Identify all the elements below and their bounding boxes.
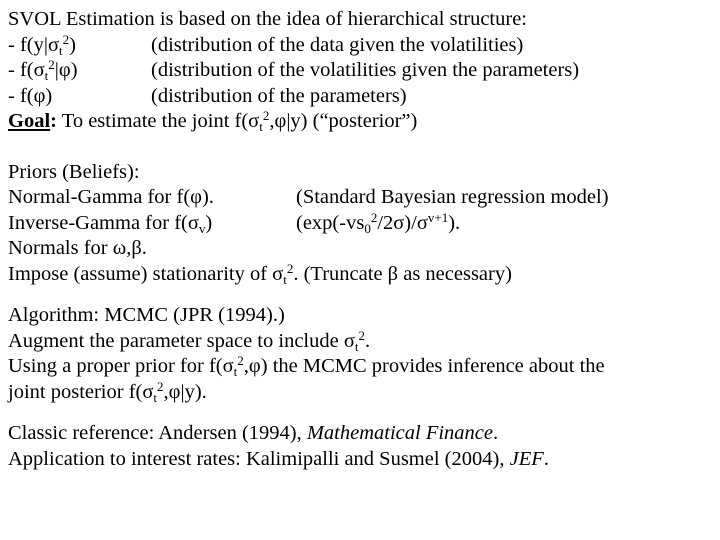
inverse-gamma-note: $(\exp(-vs_0^2/2\sigma)/\sigma^{v+1})$. [296,209,461,236]
hierarchy-term: - f(φ) [8,84,53,107]
inverse-gamma-line: Inverse-Gamma for $f(\sigma_v)$ $(\exp(-vs_0^2/2\sigma)/\sigma^{v+1})$. [8,209,461,236]
classic-reference-line: Classic reference: Andersen (1994), Mathematical Finance. [8,422,499,444]
hierarchy-desc: (distribution of the volatilities given the parameters) [151,59,580,81]
normal-gamma-note: (Standard Bayesian regression model) [296,186,609,208]
slide-content [8,7,716,472]
hierarchy-desc: (distribution of the parameters) [151,84,407,107]
normal-gamma-line: Normal-Gamma for f(φ). (Standard Bayesian regression model) [8,185,716,211]
impose-line: Impose (assume) stationarity of $\sigma_t^2$. (Truncate β as necessary) [8,260,512,287]
priors-title: Priors (Beliefs): [8,160,140,183]
journal-title: JEF [509,447,544,470]
hierarchy-term: - $f(y|\sigma_t^2)$ [8,31,76,58]
heading-text: SVOL Estimation is based on the idea of hierarchical structure: [8,8,527,30]
journal-title: Mathematical Finance [306,422,493,444]
hierarchy-item-data [8,33,716,59]
application-line: Application to interest rates: Kalimipalli and Susmel (2004), JEF. [8,447,549,470]
goal-label: Goal [8,110,51,132]
augment-line: Augment the parameter space to include $\sigma_t^2$. [8,327,371,354]
hierarchy-desc: (distribution of the data given the volatilities) [151,33,524,56]
algorithm-line: Algorithm: MCMC (JPR (1994).) [8,304,285,326]
using-line: Using a proper prior for $f(\sigma_t^2,\varphi)$ the MCMC provides inference about the [8,353,605,379]
hierarchy-term: - $f(\sigma_t^2|\varphi)$ [8,57,78,83]
joint-posterior-line: joint posterior $f(\sigma_t^2,\varphi|y)$. [8,378,207,405]
hierarchy-item-parameters [8,84,716,110]
goal-line: Goal: To estimate the joint $f(\sigma_t^2,\varphi|y)$ (“posterior”) [8,108,418,134]
heading-line [8,7,716,33]
hierarchy-item-volatilities [8,58,716,84]
normals-line: Normals for ω,β. [8,237,147,259]
